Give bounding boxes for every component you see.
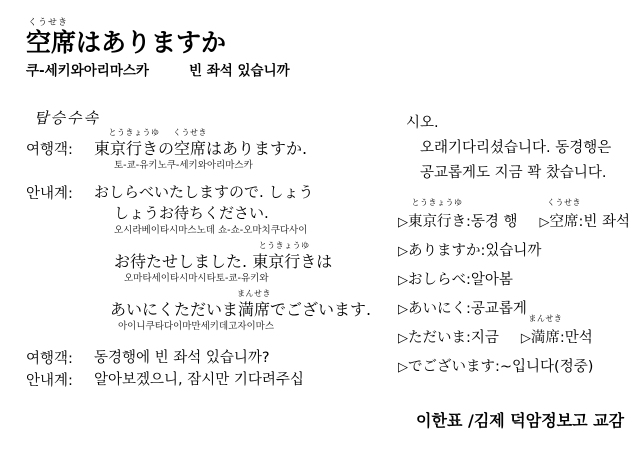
speaker-label: 안내계: [26,186,73,202]
triangle-bullet-icon: ▷ [398,273,408,288]
japanese-text: は [316,252,333,271]
page-title: 空席はありますか [26,28,227,57]
speaker-label: 여행객: [26,142,73,158]
author-signature: 이한표 /김제 덕암정보고 교감 [416,411,625,430]
pronunciation-line: 오마타세이타시마시타토-쿄-유키와 [124,273,269,284]
right-column [398,107,630,431]
vocabulary-row [398,237,630,266]
vocab-term: ありますか [408,243,481,259]
translation-row [26,347,398,369]
ruby-group [173,128,208,159]
japanese-text: 東京行き [252,252,317,271]
vocab-meaning: 동경 행 [470,214,518,230]
translation-line: 오래기다리셨습니다. 동경행은 [420,140,612,156]
pronunciation-line: 오시라베이타시마스노데 쇼-쇼-오마치쿠다사이 [114,225,308,236]
vocab-term: 満席 [530,330,560,346]
ruby-group [547,198,582,236]
translation-line: 시오. [406,115,439,131]
vocabulary-list [398,198,631,382]
spacer [26,241,398,251]
vocab-term: あいにく [408,301,466,317]
japanese-sentence [110,289,398,320]
ruby-group [237,289,272,320]
vocabulary-row [398,353,630,382]
vocab-meaning: 알아봄 [470,272,513,288]
triangle-bullet-icon: ▷ [398,215,408,230]
vocab-separator: : [559,330,565,346]
vocab-meaning: 빈 좌석 [583,214,631,230]
vocab-meaning: 만석 [564,330,593,346]
vocab-meaning: 있습니까 [485,243,542,259]
vocabulary-row [398,198,631,237]
ruby-text: くうせき [173,128,208,137]
vocab-separator: : [466,301,471,317]
triangle-bullet-icon: ▷ [398,302,408,317]
dialog-line [26,241,398,285]
japanese-text: 東京行きの [94,139,175,158]
vocab-separator: : [466,214,471,230]
ruby-text: とうきょうゆ [108,128,160,137]
triangle-bullet-icon: ▷ [398,244,408,259]
japanese-text: あいにくただいま [110,300,239,319]
ruby-group [252,241,317,272]
vocabulary-row [398,266,630,295]
korean-translation: 알아보겠으니, 잠시만 기다려주십 [94,372,304,388]
title-subtitle [26,61,624,81]
ruby-text: くうせき [547,198,582,207]
japanese-sentence-cont: しょうお待ちください. [114,204,269,222]
title-block [26,18,624,81]
vocab-meaning: 공교롭게 [470,301,527,317]
japanese-sentence [114,241,398,272]
japanese-text: 満席 [238,300,271,319]
triangle-bullet-icon: ▷ [520,331,531,346]
japanese-sentence: おしらべいたしますので. しょう [94,183,314,201]
ruby-text: まんせき [528,314,563,323]
speaker-label: 여행객: [26,351,73,367]
korean-translation: 동경행에 빈 좌석 있습니까? [94,350,270,366]
japanese-text: でございます. [270,300,372,319]
vocab-term: 空席 [549,214,579,230]
japanese-text: お待たせしました. [114,252,253,271]
vocab-term: おしらべ [408,272,466,288]
triangle-bullet-icon: ▷ [398,360,408,375]
speaker-label: 안내계: [26,373,73,389]
vocab-separator: : [495,359,500,375]
triangle-bullet-icon: ▷ [539,215,550,230]
dialog-row [26,128,398,159]
translation-paragraph [406,111,630,186]
vocabulary-row [398,295,630,324]
ruby-text: とうきょうゆ [411,198,463,207]
section-heading: 탑승수속 [34,109,100,127]
vocab-term: 東京行き [408,214,466,230]
vocab-meaning: 지금 [470,330,499,346]
translation-line: 공교롭게도 지금 꽉 찼습니다. [420,165,607,181]
ruby-group [528,314,563,352]
title-subtitle-romaji: 쿠-세키와아리마스카 [26,63,149,79]
japanese-sentence [94,128,398,159]
dialog-line [26,128,398,172]
vocab-term: ただいま [408,330,466,346]
japanese-text: 空席 [174,139,207,158]
vocab-term: でございます [408,359,495,375]
spacer [26,289,398,299]
dialog-content [94,182,398,203]
dialog-line [26,182,398,237]
vocabulary-row [398,314,630,353]
spacer [26,337,398,347]
triangle-bullet-icon: ▷ [398,331,408,346]
vocab-meaning: ~입니다(정중) [499,359,594,375]
ruby-text: まんせき [237,289,272,298]
dialog-line [26,289,398,333]
ruby-text: とうきょうゆ [258,241,310,250]
translation-row [26,369,398,391]
title-subtitle-korean: 빈 좌석 있습니까 [188,63,290,79]
vocab-separator: : [578,214,584,230]
pronunciation-line: 토-쿄-유키노쿠-세키와아리마스카 [114,160,253,171]
ruby-group [408,198,466,236]
body-columns [26,107,631,431]
ruby-group [94,128,175,159]
pronunciation-line: 아이니쿠타다이마만세키데고자이마스 [118,321,275,332]
vocab-separator: : [466,330,471,346]
title-ruby: くうせき [28,18,69,28]
dialog-content [94,128,398,159]
left-column [26,107,398,391]
vocab-separator: : [480,243,486,259]
japanese-text: はありますか. [206,139,308,158]
dialog-row [26,182,398,203]
vocab-separator: : [466,272,471,288]
